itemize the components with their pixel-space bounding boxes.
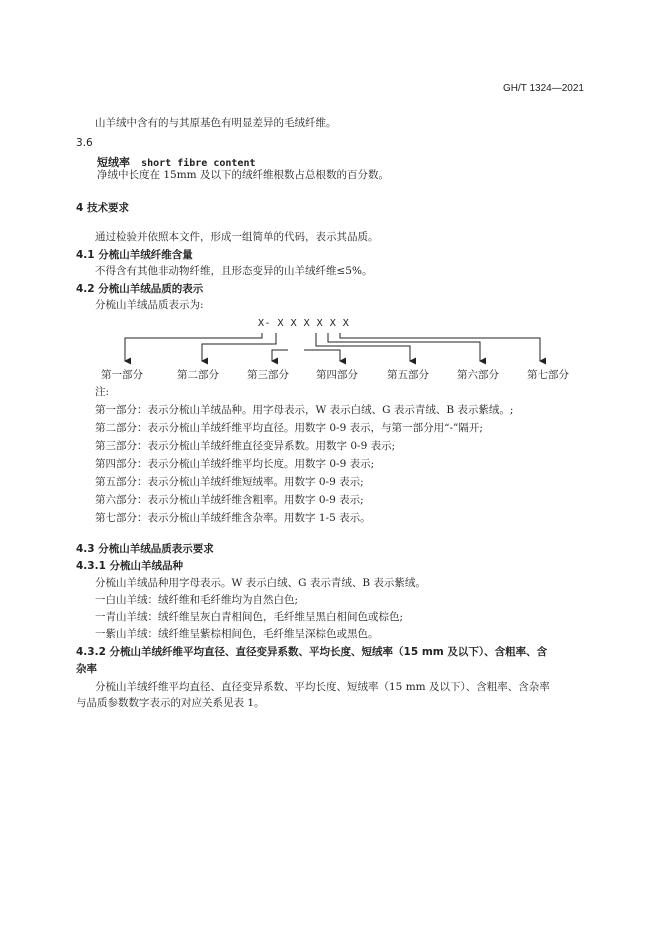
- part-label-2: 第二部分: [177, 369, 219, 381]
- arrow-part-3: [272, 350, 288, 361]
- term-en: short fibre content: [141, 158, 256, 169]
- section-intro: 通过检验并依照本文件，形成一组简单的代码，表示其品质。: [95, 231, 379, 243]
- note-line: 第七部分：表示分梳山羊绒纤维含杂率。用数字 1-5 表示。: [95, 512, 371, 524]
- list-item: 一青山羊绒：绒纤维呈灰白青相间色，毛纤维呈黑白相间色或棕色;: [95, 611, 404, 623]
- term-number: 3.6: [76, 137, 93, 149]
- arrow-part-1: [125, 333, 262, 361]
- paragraph-line2: 与品质参数数字表示的对应关系见表 1。: [76, 697, 265, 709]
- subsection-intro: 分梳山羊绒品质表示为:: [95, 299, 204, 311]
- part-label-4: 第四部分: [316, 369, 358, 381]
- part-label-6: 第六部分: [457, 369, 499, 381]
- definition-text: 山羊绒中含有的与其原基色有明显差异的毛绒纤维。: [95, 117, 337, 129]
- term-definition: 净绒中长度在 15mm 及以下的绒纤维根数占总根数的百分数。: [97, 169, 389, 181]
- list-item: 一白山羊绒：绒纤维和毛纤维均为自然白色;: [95, 594, 299, 606]
- quality-code: X- X X X X X X: [258, 318, 350, 329]
- part-label-1: 第一部分: [101, 369, 143, 381]
- section-heading: 4 技术要求: [76, 202, 129, 214]
- arrow-part-4: [304, 350, 340, 361]
- arrow-part-2: [202, 333, 276, 361]
- subsubsection-intro: 分梳山羊绒品种用字母表示。W 表示白绒、G 表示青绒、B 表示紫绒。: [95, 577, 426, 589]
- note-line: 第六部分：表示分梳山羊绒纤维含粗率。用数字 0-9 表示;: [95, 494, 364, 506]
- arrow-part-7: [340, 333, 540, 361]
- subsection-heading: 4.2 分梳山羊绒品质的表示: [76, 283, 204, 295]
- note-label: 注:: [95, 386, 110, 398]
- part-label-7: 第七部分: [527, 369, 569, 381]
- note-line: 第二部分：表示分梳山羊绒纤维平均直径。用数字 0-9 表示，与第一部分用“-”隔开;: [95, 422, 483, 434]
- note-line: 第三部分：表示分梳山羊绒纤维直径变异系数。用数字 0-9 表示;: [95, 440, 396, 452]
- subsection-text: 不得含有其他非动物纤维，且形态变异的山羊绒纤维≤5%。: [95, 265, 373, 277]
- arrow-part-6: [328, 333, 480, 361]
- subsection-heading: 4.3 分梳山羊绒品质表示要求: [76, 543, 214, 555]
- paragraph-line1: 分梳山羊绒纤维平均直径、直径变异系数、平均长度、短绒率（15 mm 及以下）、含粗率、含杂率: [95, 681, 550, 693]
- list-item: 一紫山羊绒：绒纤维呈紫棕相间色，毛纤维呈深棕色或黑色。: [95, 628, 379, 640]
- note-line: 第一部分：表示分梳山羊绒品种。用字母表示，W 表示白绒、G 表示青绒、B 表示紫绒。;: [95, 404, 514, 416]
- subsection-heading: 4.1 分梳山羊绒纤维含量: [76, 249, 193, 261]
- document-number: GH/T 1324—2021: [503, 83, 584, 94]
- subsubsection-heading-line2: 杂率: [76, 663, 97, 675]
- arrow-part-5: [316, 333, 410, 361]
- note-line: 第五部分：表示分梳山羊绒纤维短绒率。用数字 0-9 表示;: [95, 476, 364, 488]
- part-label-3: 第三部分: [247, 369, 289, 381]
- part-label-5: 第五部分: [387, 369, 429, 381]
- code-diagram-arrows: [0, 0, 662, 380]
- subsubsection-heading-line1: 4.3.2 分梳山羊绒纤维平均直径、直径变异系数、平均长度、短绒率（15 mm 及以下）、含粗率、含: [76, 646, 548, 658]
- term-zh: 短绒率: [97, 156, 130, 169]
- note-line: 第四部分：表示分梳山羊绒纤维平均长度。用数字 0-9 表示;: [95, 458, 375, 470]
- subsubsection-heading: 4.3.1 分梳山羊绒品种: [76, 560, 184, 572]
